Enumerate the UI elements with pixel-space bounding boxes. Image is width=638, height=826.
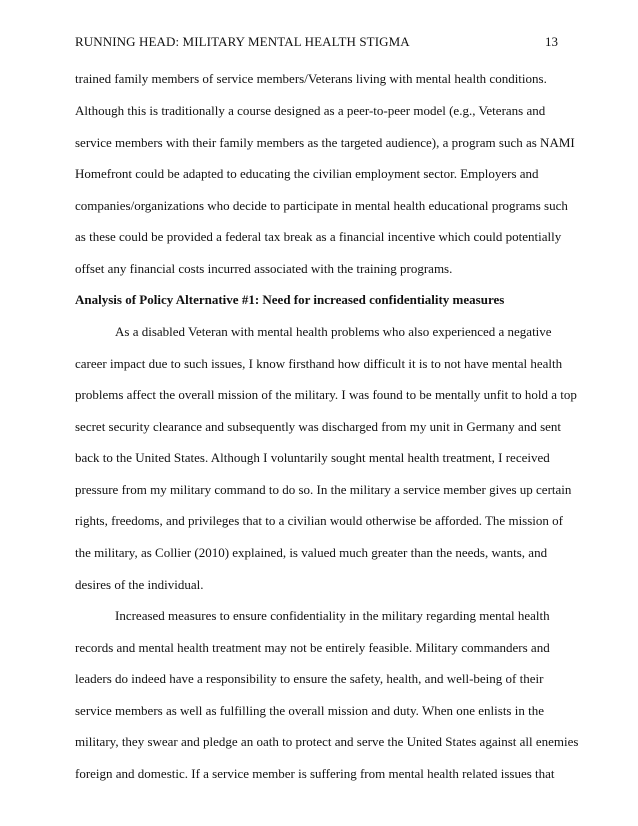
body-line: service members with their family members as the targeted audience), a program such as NAMI xyxy=(75,135,575,150)
body-line: companies/organizations who decide to participate in mental health educational programs such xyxy=(75,198,568,213)
body-line: service members as well as fulfilling the overall mission and duty. When one enlists in the xyxy=(75,703,544,718)
section-heading: Analysis of Policy Alternative #1: Need for increased confidentiality measures xyxy=(75,292,505,307)
body-line: Increased measures to ensure confidentiality in the military regarding mental health xyxy=(115,608,550,623)
body-line: records and mental health treatment may not be entirely feasible. Military commanders and xyxy=(75,640,550,655)
body-line: the military, as Collier (2010) explained, is valued much greater than the needs, wants, and xyxy=(75,545,548,560)
body-line: rights, freedoms, and privileges that to a civilian would otherwise be afforded. The mission of xyxy=(75,513,563,528)
running-head: RUNNING HEAD: MILITARY MENTAL HEALTH STIGMA xyxy=(75,34,410,49)
body-line: leaders do indeed have a responsibility to ensure the safety, health, and well-being of their xyxy=(75,671,544,686)
body-line: problems affect the overall mission of the military. I was found to be mentally unfit to hold a top xyxy=(75,387,577,402)
body-line: offset any financial costs incurred associated with the training programs. xyxy=(75,261,453,276)
body-line: pressure from my military command to do so. In the military a service member gives up certain xyxy=(75,482,572,497)
body-line: foreign and domestic. If a service member is suffering from mental health related issues that xyxy=(75,766,555,781)
body-line: As a disabled Veteran with mental health problems who also experienced a negative xyxy=(115,324,552,339)
body-line: trained family members of service members/Veterans living with mental health conditions. xyxy=(75,71,547,86)
body-line: military, they swear and pledge an oath to protect and serve the United States against all enemies xyxy=(75,734,579,749)
body-line: as these could be provided a federal tax break as a financial incentive which could potentially xyxy=(75,229,562,244)
body-line: secret security clearance and subsequently was discharged from my unit in Germany and sent xyxy=(75,419,562,434)
body-line: desires of the individual. xyxy=(75,577,204,592)
body-line: career impact due to such issues, I know firsthand how difficult it is to not have mental health xyxy=(75,356,563,371)
body-line: back to the United States. Although I voluntarily sought mental health treatment, I received xyxy=(75,450,550,465)
page-number: 13 xyxy=(545,34,558,49)
body-line: Although this is traditionally a course designed as a peer-to-peer model (e.g., Veterans and xyxy=(75,103,546,118)
body-line: Homefront could be adapted to educating the civilian employment sector. Employers and xyxy=(75,166,539,181)
